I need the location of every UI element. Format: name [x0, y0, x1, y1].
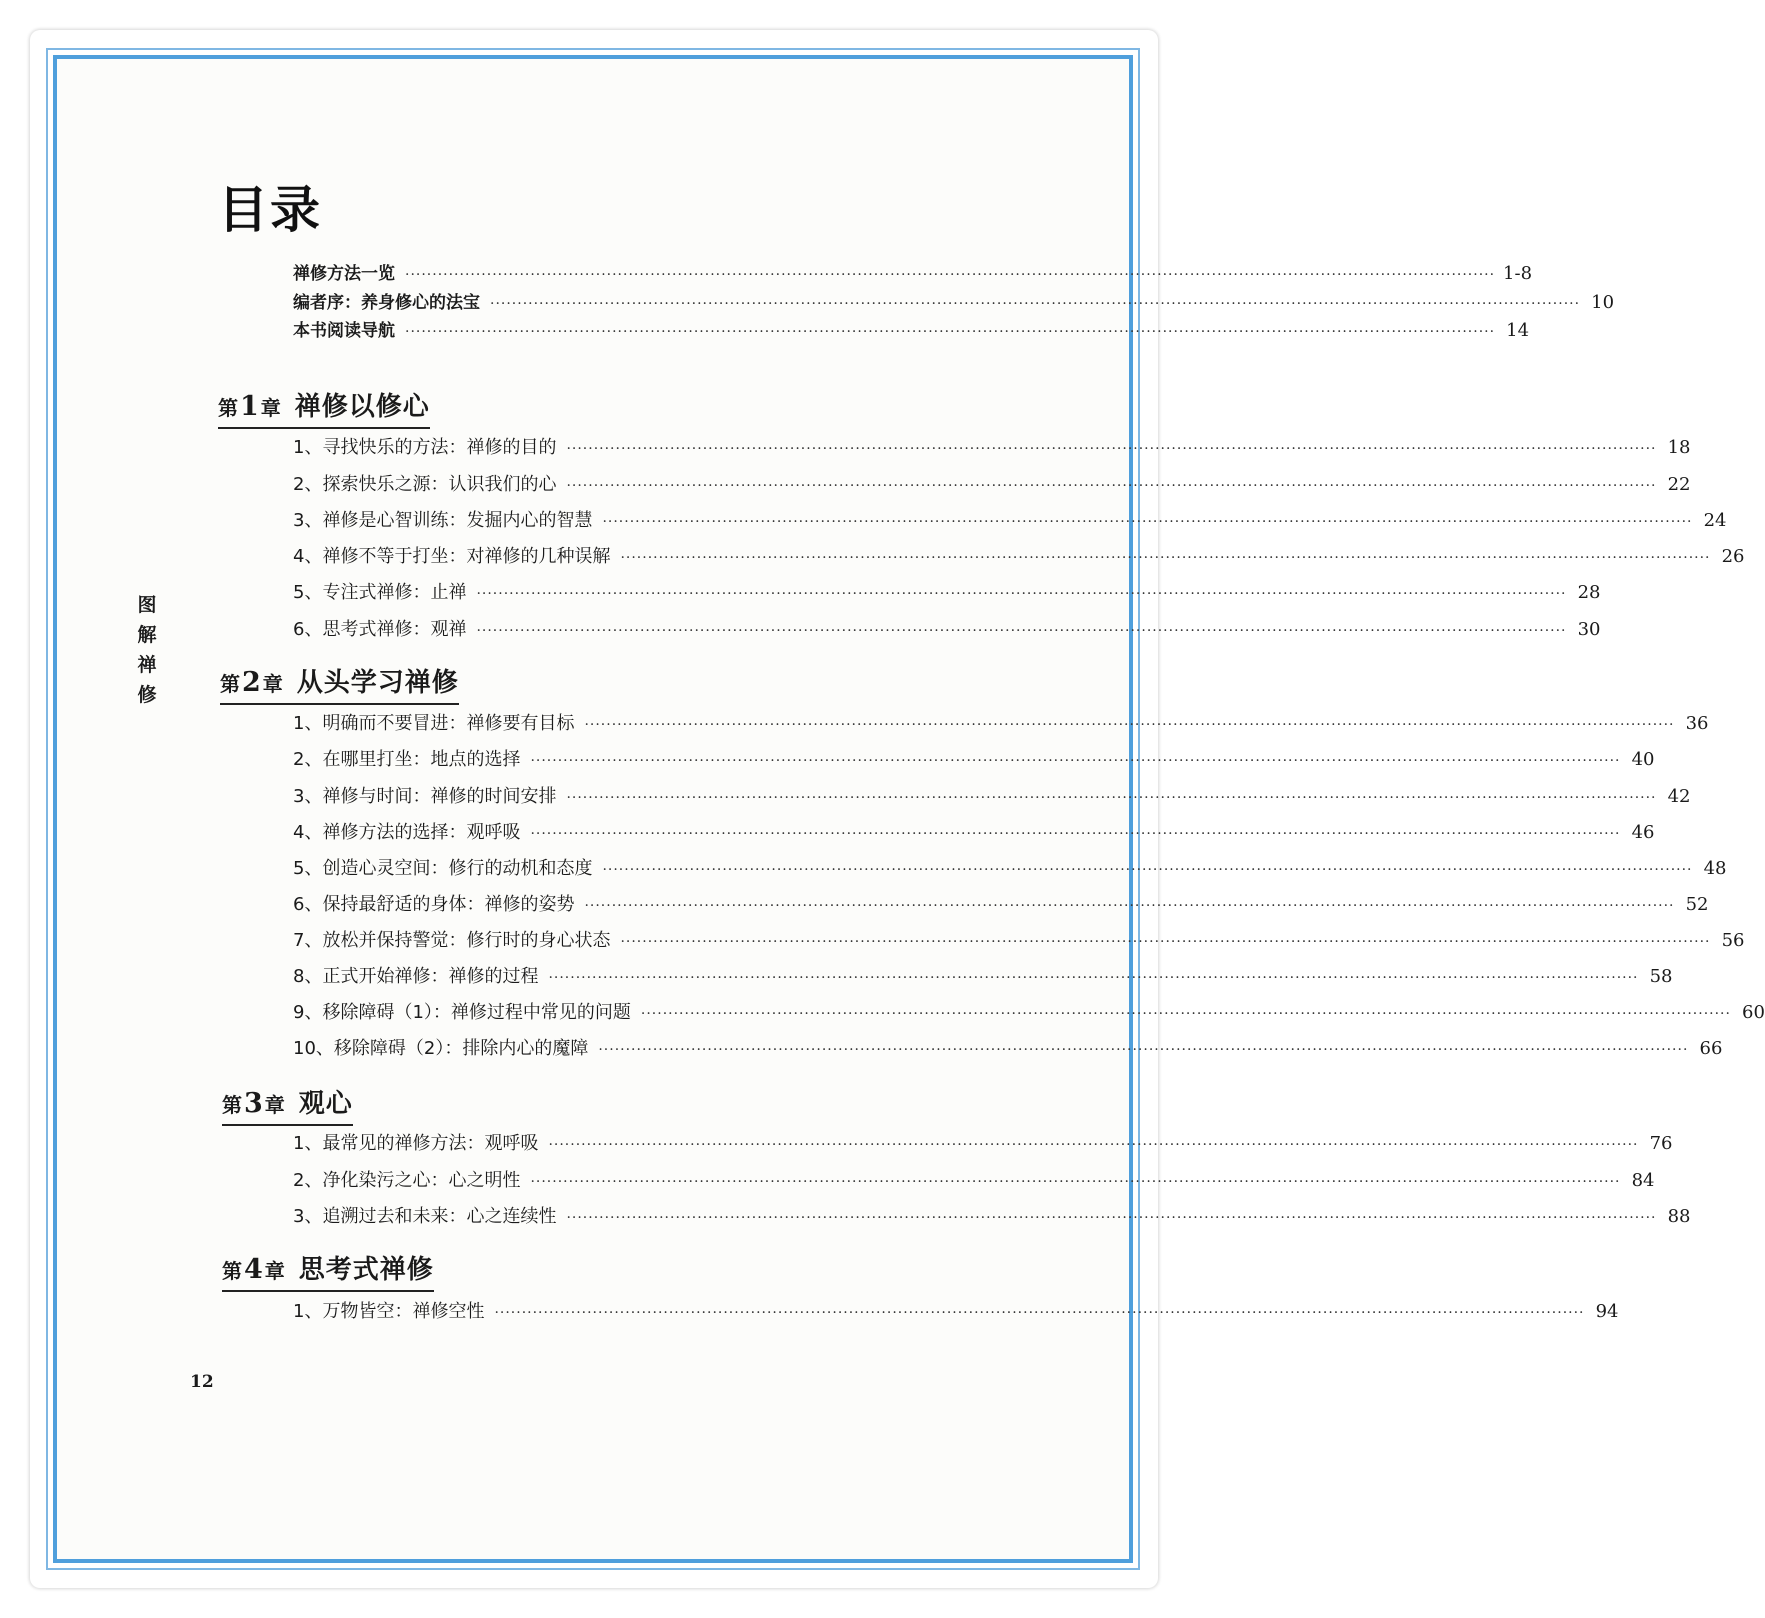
- entry-subtitle: 禅修要有目标: [466, 713, 575, 734]
- toc-entry: [293, 1166, 1655, 1192]
- toc-entry: [293, 578, 1601, 604]
- entry-separator: ：: [448, 930, 467, 951]
- entry-separator: ：: [412, 786, 431, 807]
- entry-label: [293, 1202, 566, 1228]
- entry-subtitle: 发掘内心的智慧: [466, 510, 593, 531]
- dot-leader: ········································································································································································································: [584, 717, 1675, 733]
- chapter-suffix: 章: [264, 1093, 285, 1117]
- entry-page: 88: [1667, 1206, 1691, 1227]
- entry-page: 36: [1685, 713, 1709, 734]
- chapter-suffix: 章: [262, 672, 283, 696]
- side-title-char: 图: [137, 594, 157, 616]
- chapter-prefix: 第: [218, 396, 238, 420]
- dot-leader: ········································································································································································································: [530, 753, 1621, 769]
- entry-subtitle: 止禅: [430, 582, 467, 603]
- entry-page: 84: [1631, 1170, 1655, 1191]
- chapter-name: 从头学习禅修: [296, 668, 459, 698]
- entry-page: 10: [1591, 292, 1615, 313]
- toc-entry: [293, 890, 1709, 916]
- entry-title: 禅修方法的选择: [322, 822, 449, 843]
- toc-entry: [293, 998, 1765, 1024]
- entry-number: 9、: [293, 1002, 323, 1023]
- entry-number: 4、: [293, 546, 323, 567]
- chapter-heading: [218, 386, 430, 429]
- entry-number: 1、: [293, 713, 323, 734]
- dot-leader: ········································································································································································································: [548, 1137, 1639, 1153]
- dot-leader: ········································································································································································································: [494, 1305, 1585, 1321]
- entry-subtitle: 修行时的身心状态: [466, 930, 611, 951]
- dot-leader: ········································································································································································································: [530, 1174, 1621, 1190]
- entry-page: 46: [1631, 822, 1655, 843]
- dot-leader: ········································································································································································································: [405, 324, 1496, 340]
- entry-page: 56: [1721, 930, 1745, 951]
- entry-label: [293, 926, 620, 952]
- entry-label: [293, 578, 476, 604]
- entry-page: 26: [1721, 546, 1745, 567]
- entry-subtitle: 对禅修的几种误解: [466, 546, 611, 567]
- chapter-suffix: 章: [264, 1259, 285, 1283]
- entry-label: [293, 745, 530, 771]
- side-running-title: [135, 590, 159, 710]
- chapter-prefix: 第: [220, 672, 240, 696]
- dot-leader: ········································································································································································································: [598, 1042, 1689, 1058]
- entry-page: 1-8: [1503, 263, 1533, 284]
- entry-number: 6、: [293, 619, 323, 640]
- entry-number: 3、: [293, 1206, 323, 1227]
- entry-subtitle: 修行的动机和态度: [448, 858, 593, 879]
- entry-separator: ：: [412, 582, 431, 603]
- entry-page: 24: [1703, 510, 1727, 531]
- entry-number: 1、: [293, 1133, 323, 1154]
- entry-label: 本书阅读导航: [293, 321, 395, 341]
- entry-separator: ：: [448, 510, 467, 531]
- entry-separator: ：: [448, 437, 467, 458]
- toc-front-entry: [293, 316, 1530, 341]
- toc-front-entry: [293, 259, 1533, 284]
- entry-page: 30: [1577, 619, 1601, 640]
- toc-entry: [293, 1297, 1619, 1323]
- entry-separator: ：: [412, 749, 431, 770]
- entry-separator: ：: [394, 1301, 413, 1322]
- entry-subtitle: 观禅: [430, 619, 467, 640]
- side-title-char: 修: [137, 684, 157, 706]
- entry-page: 42: [1667, 786, 1691, 807]
- entry-subtitle: 禅修过程中常见的问题: [450, 1002, 631, 1023]
- entry-separator: ：: [448, 822, 467, 843]
- entry-label: [293, 615, 476, 641]
- entry-title: 寻找快乐的方法: [322, 437, 449, 458]
- chapter-number: 4: [244, 1254, 263, 1285]
- entry-title: 万物皆空: [322, 1301, 395, 1322]
- chapter-number: 3: [244, 1088, 263, 1119]
- dot-leader: ········································································································································································································: [476, 586, 1567, 602]
- entry-subtitle: 禅修的时间安排: [430, 786, 557, 807]
- chapter-heading: [222, 1083, 353, 1126]
- toc-entry: [293, 745, 1655, 771]
- toc-entry: [293, 615, 1601, 641]
- entry-number: 7、: [293, 930, 323, 951]
- dot-leader: ········································································································································································································: [476, 623, 1567, 639]
- entry-number: 1、: [293, 437, 323, 458]
- entry-title: 正式开始禅修: [322, 966, 431, 987]
- entry-title: 移除障碍（2）: [333, 1038, 445, 1059]
- entry-separator: ：: [466, 1133, 485, 1154]
- dot-leader: ········································································································································································································: [566, 1210, 1657, 1226]
- chapter-number: 1: [240, 391, 259, 422]
- dot-leader: ········································································································································································································: [566, 790, 1657, 806]
- entry-title: 在哪里打坐: [322, 749, 413, 770]
- entry-page: 94: [1595, 1301, 1619, 1322]
- entry-label: [293, 854, 602, 880]
- chapter-name: 思考式禅修: [298, 1255, 434, 1285]
- toc-entry: [293, 709, 1709, 735]
- entry-title: 禅修是心智训练: [322, 510, 449, 531]
- dot-leader: ········································································································································································································: [566, 478, 1657, 494]
- entry-label: [293, 782, 566, 808]
- entry-subtitle: 观呼吸: [484, 1133, 539, 1154]
- entry-number: 1、: [293, 1301, 323, 1322]
- dot-leader: ········································································································································································································: [602, 862, 1693, 878]
- entry-page: 14: [1506, 320, 1530, 341]
- entry-label: [293, 890, 584, 916]
- entry-page: 40: [1631, 749, 1655, 770]
- toc-entry: [293, 470, 1691, 496]
- entry-page: 18: [1667, 437, 1691, 458]
- entry-label: [293, 1297, 494, 1323]
- entry-subtitle: 地点的选择: [430, 749, 521, 770]
- entry-separator: ：: [412, 619, 431, 640]
- entry-title: 保持最舒适的身体: [322, 894, 467, 915]
- entry-separator: ：: [466, 894, 485, 915]
- entry-number: 5、: [293, 582, 323, 603]
- entry-number: 10、: [293, 1038, 334, 1059]
- entry-title: 专注式禅修: [322, 582, 413, 603]
- toc-entry: [293, 782, 1691, 808]
- entry-label: [293, 470, 566, 496]
- entry-label: [293, 542, 620, 568]
- entry-page: 66: [1699, 1038, 1723, 1059]
- entry-label: [293, 709, 584, 735]
- dot-leader: ········································································································································································································: [602, 514, 1693, 530]
- entry-number: 2、: [293, 474, 323, 495]
- entry-label: [293, 998, 641, 1024]
- entry-title: 净化染污之心: [322, 1170, 431, 1191]
- entry-separator: ：: [448, 713, 467, 734]
- toc-entry: [293, 542, 1745, 568]
- entry-number: 5、: [293, 858, 323, 879]
- side-title-char: 解: [137, 624, 157, 646]
- dot-leader: ········································································································································································································: [405, 267, 1496, 283]
- chapter-prefix: 第: [222, 1093, 242, 1117]
- toc-front-entry: [293, 288, 1615, 313]
- entry-separator: ：: [430, 474, 449, 495]
- entry-page: 52: [1685, 894, 1709, 915]
- entry-separator: ：: [448, 1206, 467, 1227]
- toc-entry: [293, 1034, 1723, 1060]
- entry-separator: ：: [430, 1170, 449, 1191]
- entry-subtitle: 排除内心的魔障: [462, 1038, 589, 1059]
- entry-subtitle: 禅修的姿势: [484, 894, 575, 915]
- side-title-char: 禅: [137, 654, 157, 676]
- chapter-name: 禅修以修心: [294, 392, 430, 422]
- entry-title: 放松并保持警觉: [322, 930, 449, 951]
- entry-page: 48: [1703, 858, 1727, 879]
- entry-separator: ：: [432, 1002, 451, 1023]
- entry-label: [293, 433, 566, 459]
- entry-title: 禅修与时间: [322, 786, 413, 807]
- entry-subtitle: 观呼吸: [466, 822, 521, 843]
- entry-title: 探索快乐之源: [322, 474, 431, 495]
- entry-separator: ：: [430, 858, 449, 879]
- entry-label: [293, 1034, 598, 1060]
- entry-label: [293, 962, 548, 988]
- entry-page: 22: [1667, 474, 1691, 495]
- entry-number: 2、: [293, 1170, 323, 1191]
- entry-subtitle: 禅修的过程: [448, 966, 539, 987]
- page-title: 目录: [218, 181, 322, 239]
- chapter-suffix: 章: [260, 396, 281, 420]
- entry-subtitle: 禅修的目的: [466, 437, 557, 458]
- entry-number: 4、: [293, 822, 323, 843]
- toc-entry: [293, 926, 1745, 952]
- dot-leader: ········································································································································································································: [566, 441, 1657, 457]
- entry-separator: ：: [430, 966, 449, 987]
- entry-label: 禅修方法一览: [293, 264, 395, 284]
- entry-number: 3、: [293, 510, 323, 531]
- entry-title: 追溯过去和未来: [322, 1206, 449, 1227]
- dot-leader: ········································································································································································································: [640, 1006, 1731, 1022]
- chapter-number: 2: [242, 667, 261, 698]
- entry-separator: ：: [444, 1038, 463, 1059]
- entry-title: 禅修不等于打坐: [322, 546, 449, 567]
- toc-entry: [293, 1202, 1691, 1228]
- dot-leader: ········································································································································································································: [530, 826, 1621, 842]
- entry-page: 60: [1742, 1002, 1765, 1023]
- entry-label: [293, 818, 530, 844]
- entry-number: 2、: [293, 749, 323, 770]
- entry-label: [293, 506, 602, 532]
- toc-entry: [293, 854, 1727, 880]
- chapter-heading: [220, 662, 459, 705]
- entry-subtitle: 心之连续性: [466, 1206, 557, 1227]
- page-number: 12: [190, 1372, 214, 1392]
- entry-page: 76: [1649, 1133, 1673, 1154]
- dot-leader: ········································································································································································································: [620, 934, 1711, 950]
- entry-title: 思考式禅修: [322, 619, 413, 640]
- entry-label: [293, 1129, 548, 1155]
- toc-entry: [293, 1129, 1673, 1155]
- entry-page: 28: [1577, 582, 1601, 603]
- chapter-name: 观心: [298, 1089, 353, 1119]
- dot-leader: ········································································································································································································: [620, 550, 1711, 566]
- toc-entry: [293, 433, 1691, 459]
- entry-subtitle: 认识我们的心: [448, 474, 557, 495]
- entry-title: 最常见的禅修方法: [322, 1133, 467, 1154]
- toc-entry: [293, 962, 1673, 988]
- entry-title: 明确而不要冒进: [322, 713, 449, 734]
- entry-page: 58: [1649, 966, 1673, 987]
- toc-entry: [293, 506, 1727, 532]
- chapter-heading: [222, 1249, 434, 1292]
- entry-label: 编者序：养身修心的法宝: [293, 293, 480, 313]
- entry-number: 8、: [293, 966, 323, 987]
- entry-subtitle: 心之明性: [448, 1170, 521, 1191]
- entry-title: 移除障碍（1）: [322, 1002, 433, 1023]
- entry-subtitle: 禅修空性: [412, 1301, 485, 1322]
- dot-leader: ········································································································································································································: [584, 898, 1675, 914]
- dot-leader: ········································································································································································································: [548, 970, 1639, 986]
- chapter-prefix: 第: [222, 1259, 242, 1283]
- entry-separator: ：: [448, 546, 467, 567]
- toc-entry: [293, 818, 1655, 844]
- entry-number: 3、: [293, 786, 323, 807]
- entry-title: 创造心灵空间: [322, 858, 431, 879]
- entry-label: [293, 1166, 530, 1192]
- dot-leader: ········································································································································································································: [490, 296, 1581, 312]
- entry-number: 6、: [293, 894, 323, 915]
